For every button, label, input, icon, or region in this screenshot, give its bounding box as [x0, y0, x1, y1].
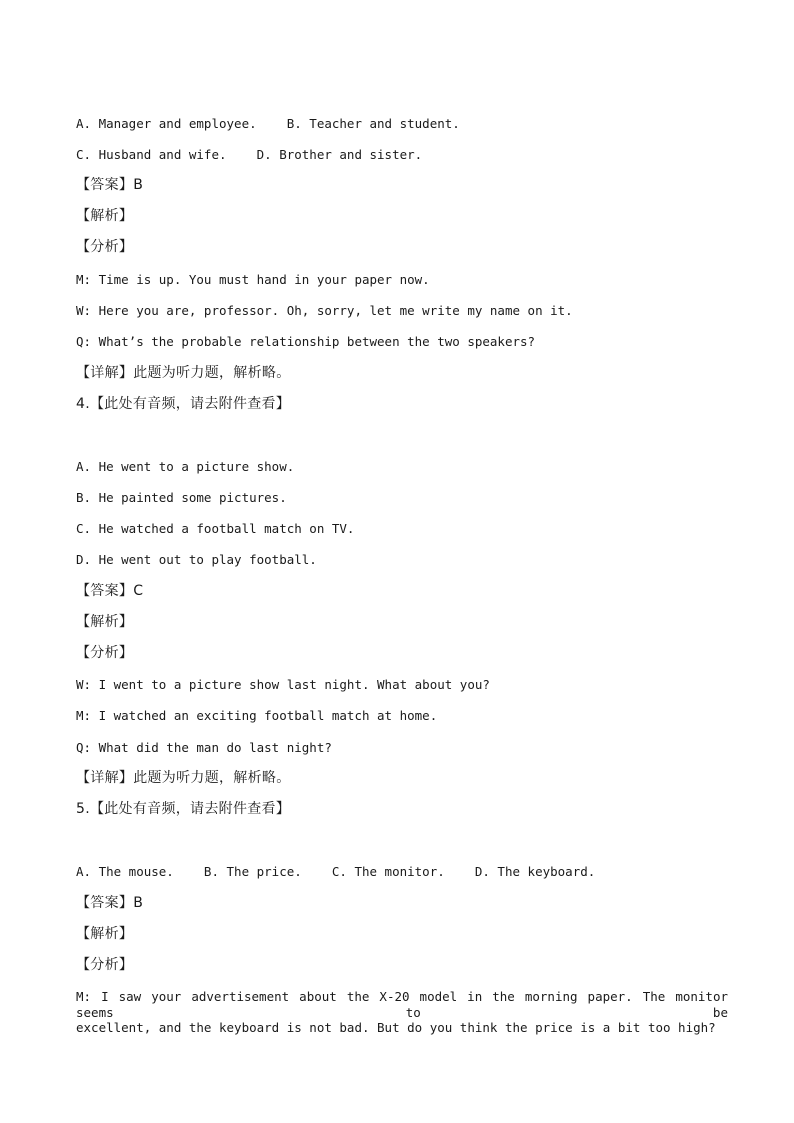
q5-analysis-heading: 【解析】 — [76, 926, 134, 942]
q4-transcript-line: Q: What did the man do last night? — [76, 740, 332, 755]
q3-analysis-heading: 【解析】 — [76, 208, 134, 224]
q4-option: B. He painted some pictures. — [76, 490, 287, 505]
q3-transcript-line: M: Time is up. You must hand in your paper now. — [76, 272, 430, 287]
q4-transcript-line: M: I watched an exciting football match at home. — [76, 708, 438, 723]
q4-breakdown-heading: 【分析】 — [76, 645, 134, 661]
q4-option: D. He went out to play football. — [76, 552, 317, 567]
q4-answer: 【答案】C — [76, 583, 144, 599]
q3-answer: 【答案】B — [76, 177, 144, 193]
q5-transcript-line: excellent, and the keyboard is not bad. But do you think the price is a bit too high? — [76, 1020, 716, 1035]
q5-breakdown-heading: 【分析】 — [76, 957, 134, 973]
q4-transcript-line: W: I went to a picture show last night. What about you? — [76, 677, 490, 692]
q5-options-line: A. The mouse. B. The price. C. The monitor. D. The keyboard. — [76, 864, 596, 879]
q4-option: C. He watched a football match on TV. — [76, 521, 355, 536]
q4-option: A. He went to a picture show. — [76, 459, 295, 474]
q5-title: 5.【此处有音频，请去附件查看】 — [76, 801, 291, 817]
q5-answer: 【答案】B — [76, 895, 144, 911]
q5-transcript-line: M: I saw your advertisement about the X-20 model in the morning paper. The monitor seems to be — [76, 989, 728, 1020]
q3-transcript-line: Q: What’s the probable relationship between the two speakers? — [76, 334, 536, 349]
q3-detail: 【详解】此题为听力题，解析略。 — [76, 365, 291, 381]
q3-options-line-2: C. Husband and wife. D. Brother and sister. — [76, 147, 423, 162]
q3-transcript-line: W: Here you are, professor. Oh, sorry, let me write my name on it. — [76, 303, 573, 318]
q4-title: 4.【此处有音频，请去附件查看】 — [76, 396, 291, 412]
q4-detail: 【详解】此题为听力题，解析略。 — [76, 770, 291, 786]
q4-analysis-heading: 【解析】 — [76, 614, 134, 630]
q3-breakdown-heading: 【分析】 — [76, 239, 134, 255]
q3-options-line-1: A. Manager and employee. B. Teacher and student. — [76, 116, 460, 131]
